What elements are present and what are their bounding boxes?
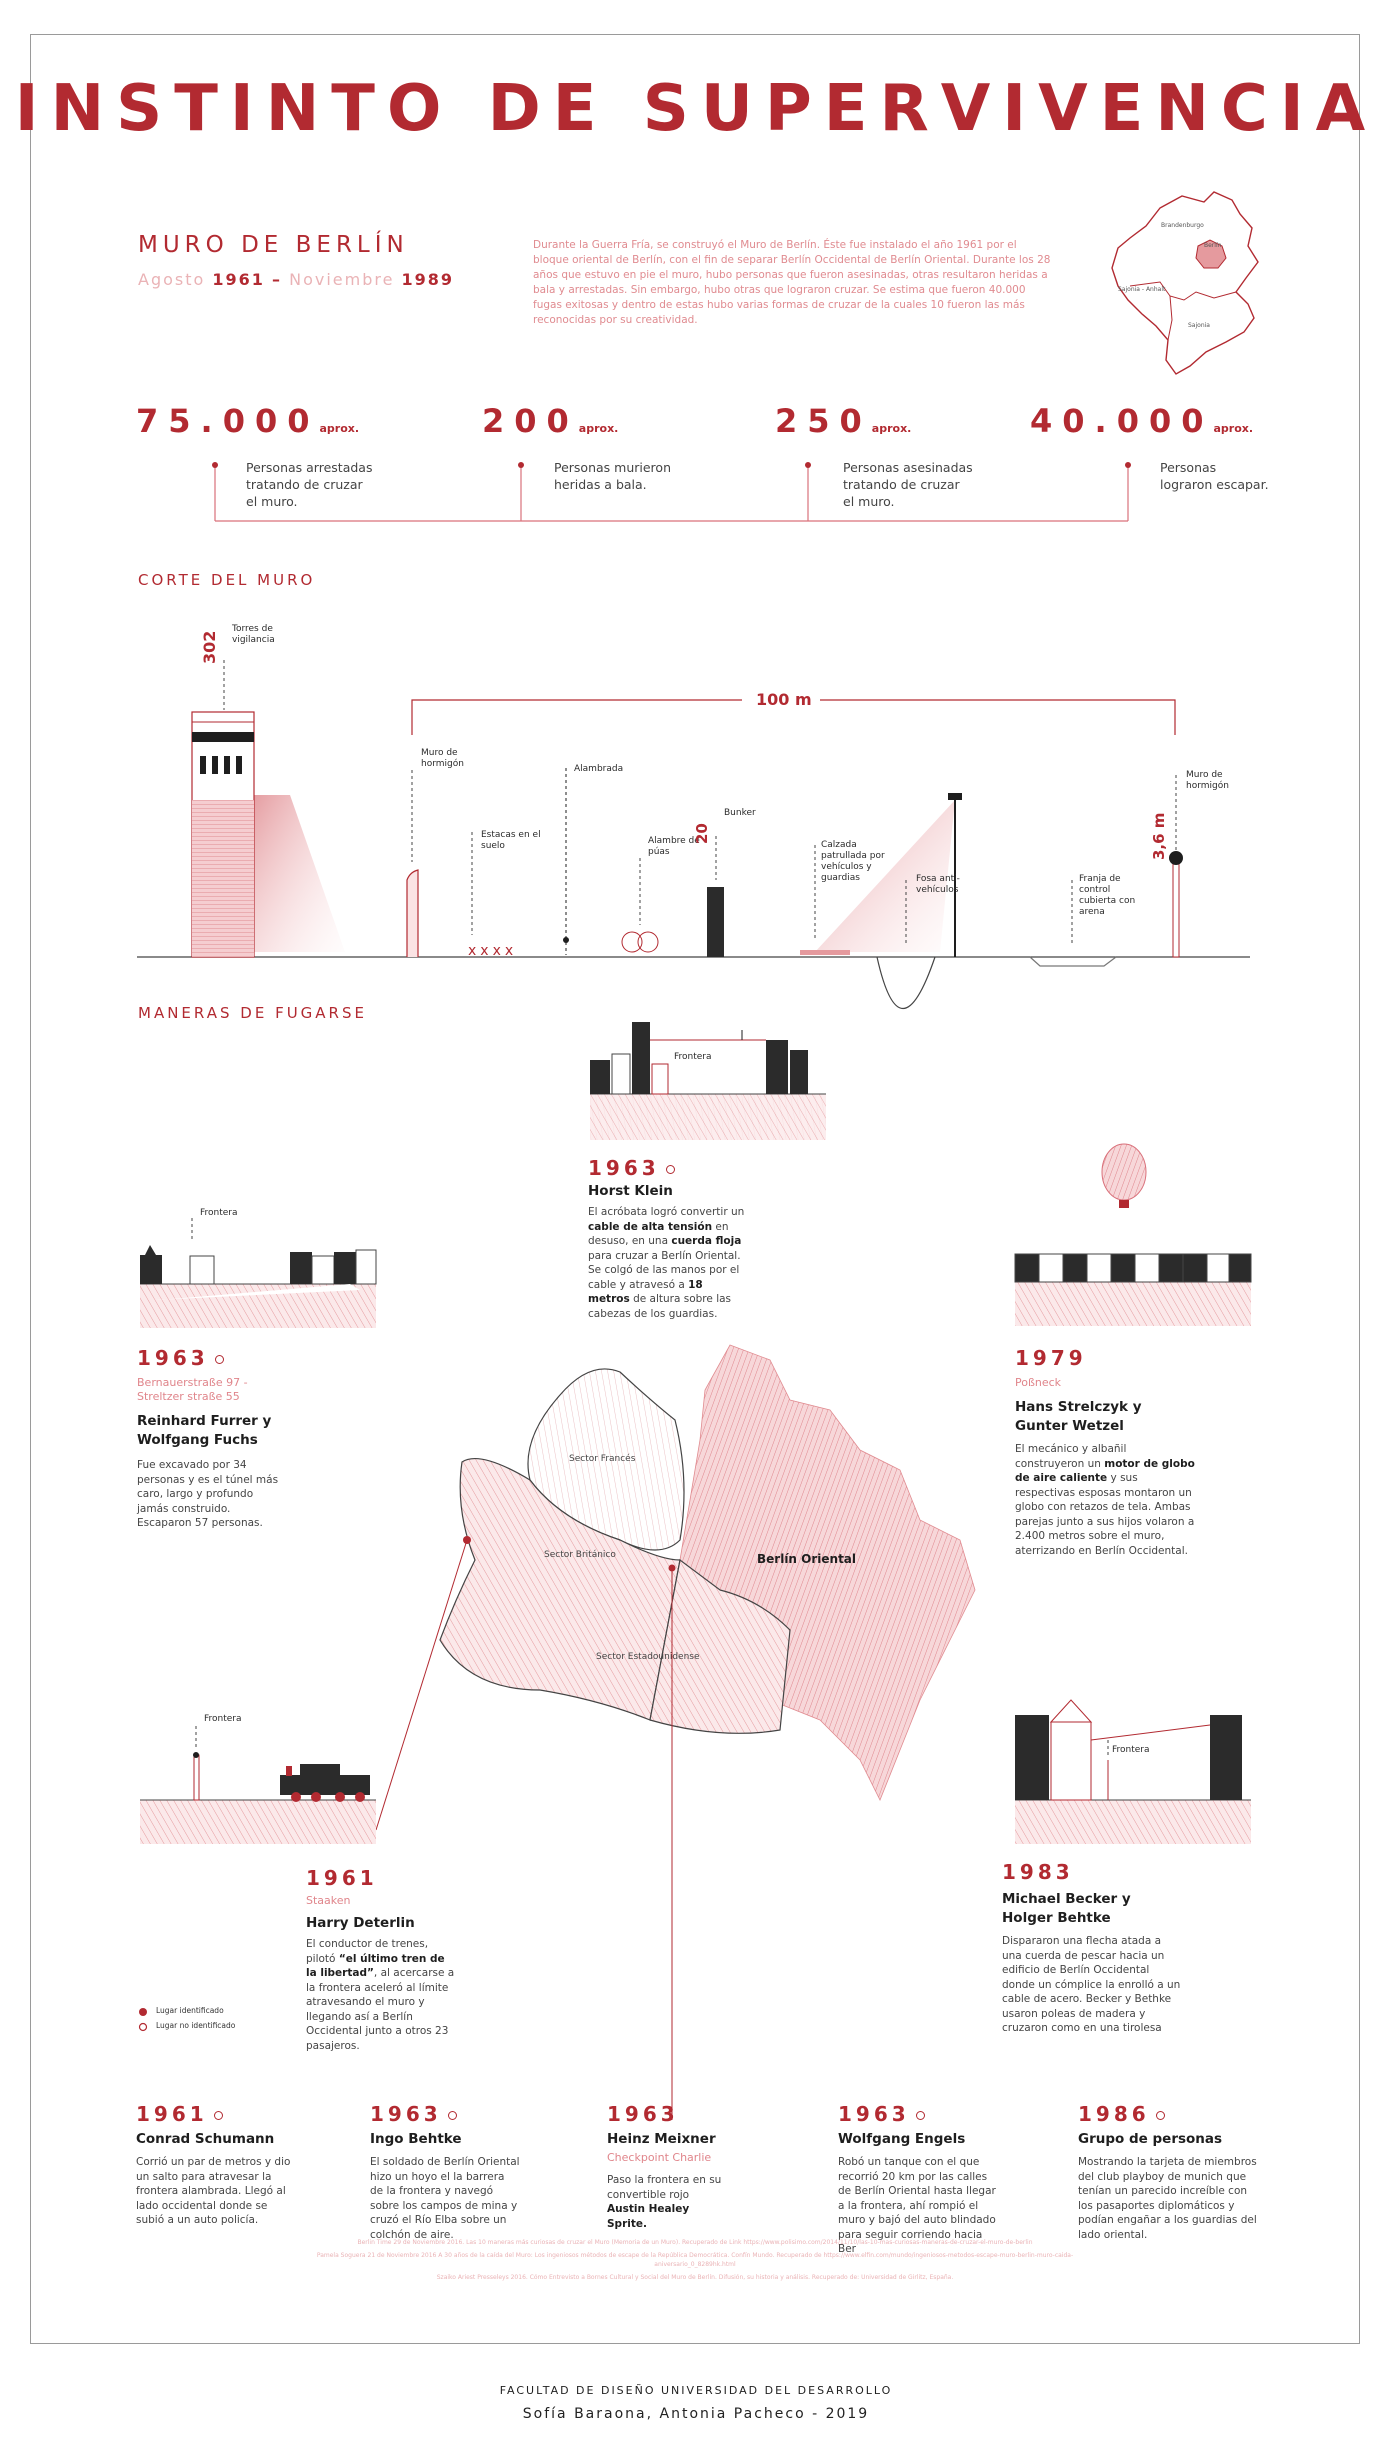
- bottom-card: [370, 2102, 520, 2242]
- escape-description: Paso la frontera en su convertible rojo Austin Healey Sprite.: [607, 2174, 722, 2230]
- label-strip: Franja de control cubierta con arena: [1079, 874, 1136, 917]
- escape-location: Checkpoint Charlie: [607, 2151, 712, 2164]
- bottom-card: [136, 2102, 296, 2228]
- end-month: Noviembre: [289, 270, 395, 289]
- escape-year: 1986: [1078, 2102, 1258, 2126]
- scene-zipline: [1015, 1700, 1251, 1844]
- escape-location: Bernauerstraße 97 - Streltzer straße 55: [137, 1376, 248, 1403]
- escape-year: 1961: [306, 1866, 378, 1890]
- stat-description: Personas lograron escapar.: [1160, 460, 1269, 492]
- main-title: INSTINTO DE SUPERVIVENCIA: [14, 72, 1378, 146]
- section-heading-maneras: MANERAS DE FUGARSE: [138, 1004, 367, 1022]
- label-wall-left: Muro de hormigón: [421, 748, 464, 769]
- width-label: 100 m: [756, 690, 812, 709]
- map-label-frances: Sector Francés: [569, 1454, 636, 1464]
- subtitle: MURO DE BERLÍN: [138, 232, 409, 258]
- label-barbed: Alambre de púas: [648, 836, 700, 857]
- escape-description: El soldado de Berlín Oriental hizo un hoyo el la barrera de la frontera y navegó sobre los campos de mina y cruzó el Río Elba sobre un colchón de aire.: [370, 2156, 520, 2241]
- label-ditch: Fosa anti-vehículos: [916, 874, 960, 895]
- bottom-card: [1078, 2102, 1258, 2242]
- map-label-oriental: Berlín Oriental: [757, 1552, 857, 1566]
- locator-map: [1112, 192, 1258, 374]
- escape-name: Wolfgang Engels: [838, 2131, 966, 2147]
- escape-year: 1963: [137, 1346, 287, 1370]
- escape-name: Conrad Schumann: [136, 2131, 275, 2147]
- escape-card-tunnel: [137, 1346, 287, 1531]
- escape-year: 1979: [1015, 1346, 1087, 1370]
- legend-identified: Lugar identificado: [156, 2006, 224, 2015]
- legend-filled-dot: [139, 2008, 147, 2016]
- label-towers: Torres de vigilancia: [232, 624, 275, 645]
- escape-year: 1961: [136, 2102, 296, 2126]
- escape-card-horst-klein: [588, 1156, 748, 1321]
- label-frontera: Frontera: [1112, 1745, 1150, 1755]
- map-label-britanico: Sector Británico: [544, 1550, 616, 1560]
- label-bunker: Bunker: [724, 808, 756, 818]
- references: [300, 2238, 1090, 2282]
- scene-balloon: [1015, 1144, 1251, 1326]
- escape-description: El mecánico y albañil construyeron un motor de globo de aire caliente y sus respectivas esposas montaron un globo con retazos de tela. Ambas parejas junto a sus hijos volaron a 2.400 metros sobre el muro, aterrizando en Berlín Occidental.: [1015, 1443, 1195, 1557]
- locator-label-berlin: Berlín: [1204, 242, 1222, 249]
- escape-year: 1963: [607, 2102, 679, 2126]
- label-frontera: Frontera: [674, 1052, 712, 1062]
- label-wall-right: Muro de hormigón: [1186, 770, 1229, 791]
- escape-card-zipline: [1002, 1860, 1182, 2036]
- escape-description: El conductor de trenes, pilotó “el último tren de la libertad”, al acercarse a la frontera aceleró al límite atravesando el muro y llegando así a Berlín Occidental junto a otros 23 pasajeros.: [306, 1938, 455, 2052]
- locator-label-sajonia-anhalt: Sajonia - Anhalt: [1118, 286, 1166, 293]
- bottom-card: [607, 2102, 727, 2231]
- reference-item: Berlin Time 29 de Noviembre 2016. Las 10 maneras más curiosas de cruzar el Muro (Memoria de un Muro). Recuperado de Link https://www.polisimo.com/2014/11/10/las-10-mas-curiosas-maneras-de-cruzar-el-muro-de-berlin: [357, 2239, 1033, 2246]
- stat-description: Personas murieron heridas a bala.: [554, 460, 671, 492]
- escape-location: Staaken: [306, 1894, 351, 1907]
- escape-name: Ingo Behtke: [370, 2131, 462, 2147]
- escape-name: Reinhard Furrer y Wolfgang Fuchs: [137, 1413, 272, 1448]
- end-year: 1989: [401, 270, 455, 289]
- escape-year: 1963: [588, 1156, 748, 1180]
- label-frontera: Frontera: [200, 1208, 238, 1218]
- escape-description: Fue excavado por 34 personas y es el túnel más caro, largo y profundo jamás construido. Escaparon 57 personas.: [137, 1459, 279, 1529]
- escape-name: Grupo de personas: [1078, 2131, 1223, 2147]
- locator-label-sajonia: Sajonia: [1188, 322, 1210, 329]
- escape-description: Mostrando la tarjeta de miembros del club playboy de munich que tenían un parecido increíble con los pasaportes diplomáticos y podían engañar a los guardias del lado oriental.: [1078, 2156, 1257, 2241]
- escape-name: Horst Klein: [588, 1183, 673, 1199]
- escape-card-balloon: [1015, 1346, 1195, 1558]
- escape-description: El acróbata logró convertir un cable de alta tensión en desuso, en una cuerda floja para cruzar a Berlín Oriental. Se colgó de las manos por el cable y atravesó a 18 metros de altura sobre las cabezas de los guardias.: [588, 1206, 745, 1320]
- footer-faculty: FACULTAD DE DISEÑO UNIVERSIDAD DEL DESARROLLO: [499, 2384, 893, 2397]
- escape-name: Hans Strelczyk y Gunter Wetzel: [1015, 1399, 1142, 1434]
- footer-authors: Sofía Baraona, Antonia Pacheco - 2019: [522, 2406, 870, 2422]
- stat-number: 200aprox.: [482, 402, 619, 440]
- escape-description: Corrió un par de metros y dio un salto para atravesar la frontera alambrada. Llegó al lado occidental donde se subió a un auto policía.: [136, 2156, 291, 2226]
- escape-description: Robó un tanque con el que recorrió 20 km por las calles de Berlín Oriental hasta llegar a la frontera, ahí rompió el muro y bajó del auto blindado para seguir corriendo hacia Ber: [838, 2156, 996, 2255]
- label-stakes: Estacas en el suelo: [481, 830, 541, 851]
- stat-description: Personas asesinadas tratando de cruzar el muro.: [843, 460, 973, 509]
- reference-item: Pamela Soguera 21 de Noviembre 2016 A 30 años de la caída del Muro: Los ingeniosos métodos de escape de la República Democrática. Confín Mundo. Recuperado de https://www.elfin.com/mundo/ingeniosos-metodos-escape-muro-berlin-muro-caida-aniversario_0_8289hk.html: [316, 2252, 1074, 2268]
- stat-number: 250aprox.: [775, 402, 912, 440]
- escape-name: Michael Becker y Holger Behtke: [1002, 1891, 1131, 1926]
- intro-paragraph: Durante la Guerra Fría, se construyó el Muro de Berlín. Éste fue instalado el año 1961 por el bloque oriental de Berlín, con el fin de separar Berlín Occidental de Berlín Oriental. Durante los 28 años que estuvo en pie el muro, hubo personas que fueron asesinadas, otras resultaron heridas a bala y arrestadas. Sin embargo, hubo otras que lograron cruzar. Se estima que fueron 40.000 fugas exitosas y dentro de estas hubo varias formas de cruzar de la cuales 10 fueron las más reconocidas por su creatividad.: [533, 239, 1051, 326]
- escape-name: Harry Deterlin: [306, 1915, 415, 1931]
- scene-horst-klein: [590, 1022, 826, 1140]
- bottom-card: [838, 2102, 1003, 2257]
- label-frontera: Frontera: [204, 1714, 242, 1724]
- stat-number: 75.000aprox.: [136, 402, 360, 440]
- stat-number: 40.000aprox.: [1030, 402, 1254, 440]
- map-label-estadounidense: Sector Estadounidense: [596, 1652, 700, 1662]
- date-range: [138, 270, 454, 289]
- start-year: 1961: [212, 270, 265, 289]
- escape-card-train: [306, 1866, 456, 2053]
- escape-year: 1963: [838, 2102, 1003, 2126]
- date-dash: –: [272, 270, 283, 289]
- reference-item: Szaiko Ariest Presseleys 2016. Cómo Entrevisto a Bornes Cultural y Social del Muro de Berlín. Difusión, su historia y análisis. Recuperado de: Universidad de Girlitz, España.: [436, 2274, 954, 2281]
- legend-unidentified: Lugar no identificado: [156, 2021, 236, 2030]
- locator-label-brandenburgo: Brandenburgo: [1161, 222, 1204, 229]
- escape-description: Dispararon una flecha atada a una cuerda de pescar hacia un edificio de Berlín Occidental donde un cómplice la enrolló a un cable de acero. Becker y Bethke usaron poleas de madera y cruzaron como en una tirolesa: [1002, 1935, 1181, 2034]
- escape-location: Poßneck: [1015, 1376, 1062, 1389]
- stat-description: Personas arrestadas tratando de cruzar el muro.: [246, 460, 373, 509]
- start-month: Agosto: [138, 270, 206, 289]
- escape-name: Heinz Meixner: [607, 2131, 716, 2147]
- berlin-map: [376, 1345, 975, 2120]
- legend-open-dot: [140, 2024, 147, 2031]
- scene-tunnel: [140, 1218, 376, 1328]
- label-wire: Alambrada: [574, 764, 624, 774]
- scene-train: [140, 1726, 376, 1844]
- escape-year: 1983: [1002, 1860, 1074, 1884]
- section-heading-corte: CORTE DEL MURO: [138, 571, 316, 589]
- svg-text:xxxx: xxxx: [468, 943, 518, 959]
- escape-year: 1963: [370, 2102, 520, 2126]
- label-road: Calzada patrullada por vehículos y guardias: [821, 840, 885, 883]
